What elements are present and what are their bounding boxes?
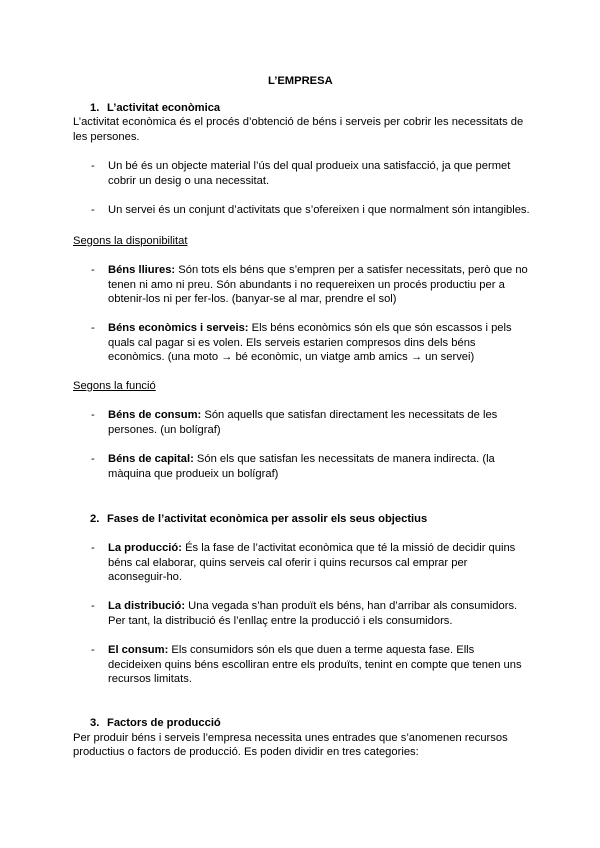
section-3-number: 3. — [90, 717, 100, 729]
list-item-line: obtenir-los ni per fer-los. (banyar-se al mar, prendre el sol) — [108, 293, 397, 305]
term-bens-capital: Béns de capital: — [108, 453, 194, 465]
bullet-dash: - — [91, 644, 95, 656]
list-item-line — [108, 599, 517, 613]
section-1-heading: L’activitat econòmica — [107, 102, 221, 114]
list-item-line: béns cal elaborar, quins serveis cal oferir i quins recursos cal emprar per — [108, 557, 468, 569]
list-item-text: Són tots els béns que s’empren per a satisfer necessitats, però que no — [175, 264, 528, 276]
page-title: L’EMPRESA — [268, 75, 333, 87]
subheading-funcio: Segons la funció — [73, 380, 156, 392]
term-bens-consum: Béns de consum: — [108, 409, 202, 421]
section-3-intro-line-1: Per produir béns i serveis l’empresa necessita unes entrades que s’anomenen recursos — [73, 732, 508, 744]
bullet-dash: - — [91, 264, 95, 276]
list-item-line — [108, 452, 495, 466]
bullet-dash: - — [91, 322, 95, 334]
term-distribucio: La distribució: — [108, 600, 186, 612]
term-bens-economics: Béns econòmics i serveis: — [108, 322, 249, 334]
list-item-line: Un bé és un objecte material l’ús del qual produeix una satisfacció, ja que permet — [108, 160, 511, 172]
section-1-number: 1. — [90, 102, 100, 114]
list-item-line: quals cal pagar si es volen. Els serveis estarien compresos dins dels béns — [108, 337, 476, 349]
list-item-line: persones. (un bolígraf) — [108, 424, 221, 436]
list-item-text: Són aquells que satisfan directament les necessitats de les — [201, 409, 498, 421]
term-produccio: La producció: — [108, 542, 182, 554]
section-2-heading: Fases de l’activitat econòmica per assolir els seus objectius — [107, 513, 428, 525]
list-item-text: És la fase de l’activitat econòmica que té la missió de decidir quins — [181, 542, 516, 554]
bullet-dash: - — [91, 600, 95, 612]
list-item-line — [108, 643, 474, 657]
list-item-line: màquina que produeix un bolígraf) — [108, 468, 279, 480]
list-item-line — [108, 541, 515, 555]
list-item-line: Per tant, la distribució és l’enllaç entre la producció i els consumidors. — [108, 615, 453, 627]
list-item-line: Un servei és un conjunt d’activitats que s’ofereixen i que normalment són intangibles. — [108, 204, 530, 216]
section-3-heading: Factors de producció — [107, 717, 221, 729]
section-3-intro-line-2: productius o factors de producció. Es poden dividir en tres categories: — [73, 746, 419, 758]
section-2-number: 2. — [90, 513, 100, 525]
list-item-text: Una vegada s’han produït els béns, han d’arribar als consumidors. — [185, 600, 518, 612]
bullet-dash: - — [91, 542, 95, 554]
subheading-disponibilitat: Segons la disponibilitat — [73, 235, 188, 247]
list-item-line: aconseguir-ho. — [108, 571, 183, 583]
list-item-line — [108, 263, 528, 277]
bullet-dash: - — [91, 204, 95, 216]
list-item-line — [108, 408, 497, 422]
list-item-text: Els consumidors són els que duen a terme aquesta fase. Ells — [168, 644, 475, 656]
bullet-dash: - — [91, 453, 95, 465]
section-1-intro-line-1: L’activitat econòmica és el procés d’obtenció de béns i serveis per cobrir les necessitats de — [73, 116, 524, 128]
bullet-dash: - — [91, 160, 95, 172]
list-item-text: Els béns econòmics són els que són escassos i pels — [248, 322, 512, 334]
term-bens-lliures: Béns lliures: — [108, 264, 176, 276]
list-item-line: cobrir un desig o una necessitat. — [108, 175, 270, 187]
list-item-line — [108, 321, 512, 335]
list-item-text: Són els que satisfan les necessitats de manera indirecta. (la — [193, 453, 495, 465]
term-consum: El consum: — [108, 644, 169, 656]
bullet-dash: - — [91, 409, 95, 421]
list-item-line: econòmics. (una moto → bé econòmic, un viatge amb amics → un servei) — [108, 351, 475, 363]
list-item-line: decideixen quins béns escolliran entre els produïts, tenint en compte que tenen uns — [108, 659, 522, 671]
list-item-line: tenen ni amo ni preu. Són abundants i no requereixen un procés productiu per a — [108, 279, 505, 291]
list-item-line: recursos limitats. — [108, 673, 192, 685]
section-1-intro-line-2: les persones. — [73, 131, 140, 143]
